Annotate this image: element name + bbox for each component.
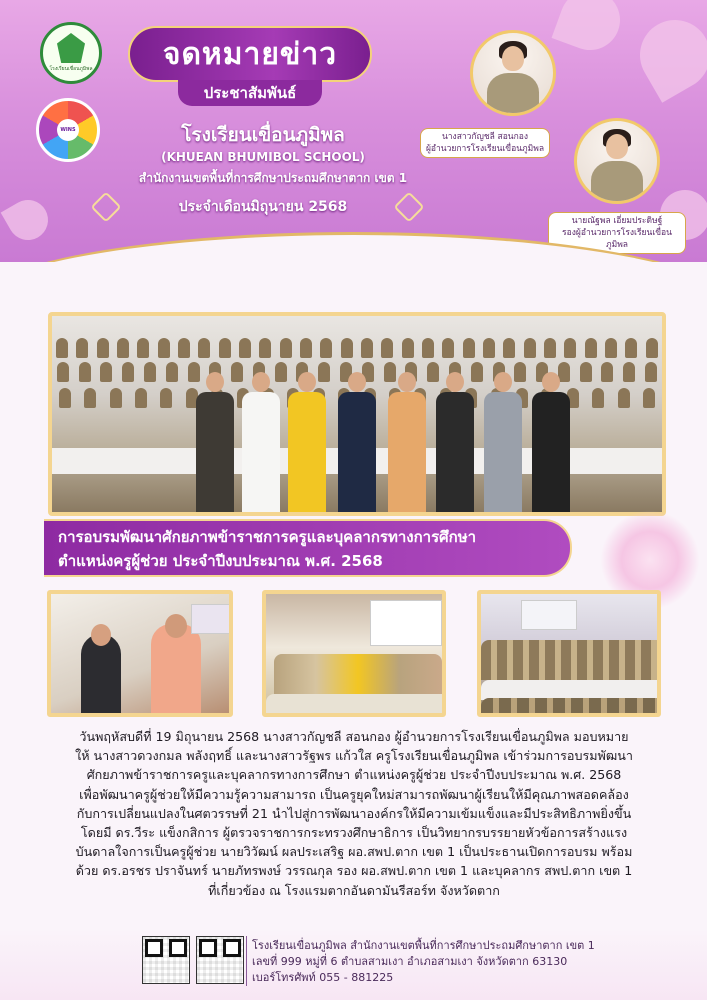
newsletter-subtitle: ประชาสัมพันธ์	[203, 84, 297, 102]
newsletter-subtitle-banner	[178, 80, 322, 106]
article-line: โดยมี ดร.วีระ แข็งกสิการ ผู้ตรวจราชการกระทรวงศึกษาธิการ เป็นวิทยากรบรรยายหัวข้อการสร้างแรง	[80, 825, 628, 841]
front-guest	[192, 372, 238, 512]
article-line: ด้วย ดร.อรชร ปราจันทร์ นายภัทรพงษ์ วรรณกุล รอง ผอ.สพป.ตาก เขต 1 และบุคลากร สพป.ตาก เขต 1	[75, 863, 633, 879]
director-portrait	[470, 30, 556, 116]
wheel-hub-label: WINS	[57, 119, 79, 141]
footer-address: เลขที่ 999 หมู่ที่ 6 ตำบลสามเงา อำเภอสามเงา จังหวัดตาก 63130	[252, 955, 568, 968]
deputy-director-portrait	[574, 118, 660, 204]
training-audience-photo	[477, 590, 661, 717]
director-name: นางสาวกัญชลี สอนกอง	[441, 132, 529, 142]
footer-divider	[246, 936, 247, 986]
newsletter-title: จดหมายข่าว	[162, 36, 338, 72]
article-body	[40, 727, 668, 923]
flower-petal-decoration	[1, 193, 56, 248]
headline-line-1: การอบรมพัฒนาศักยภาพข้าราชการครูและบุคลากรทางการศึกษา	[58, 528, 477, 546]
front-guest	[480, 372, 526, 512]
wins-wheel-icon	[36, 98, 100, 162]
flower-petal-decoration	[552, 0, 629, 58]
qr-code-icon[interactable]	[196, 936, 244, 984]
front-guest	[284, 372, 330, 512]
school-logo	[40, 22, 102, 84]
newsletter-header	[0, 0, 707, 262]
article-line: บันดาลใจการเป็นครูผู้ช่วย นายวิวัฒน์ ผลประเสริฐ ผอ.สพป.ตาก เขต 1 เป็นประธานเปิดการอบรม พร้อม	[75, 844, 633, 860]
logo-motto: โรงเรียนเขื่อนภูมิพล	[49, 66, 93, 72]
qr-code-icon[interactable]	[142, 936, 190, 984]
opening-ceremony-photo	[262, 590, 446, 717]
newsletter-title-banner	[128, 26, 372, 82]
school-name-english: (KHUEAN BHUMIBOL SCHOOL)	[161, 150, 365, 164]
front-guest	[334, 372, 380, 512]
footer-school-office: โรงเรียนเขื่อนภูมิพล สำนักงานเขตพื้นที่การศึกษาประถมศึกษาตาก เขต 1	[252, 939, 595, 952]
article-line: กับการเปลี่ยนแปลงในศตวรรษที่ 21 นำไปสู่การพัฒนาองค์กรให้มีความเข้มแข็งและมีประสิทธิภาพยิ่งขึ้น	[76, 805, 632, 821]
presentation-screen	[370, 600, 442, 646]
contact-info	[252, 938, 692, 986]
front-guest	[384, 372, 430, 512]
director-name-tag	[420, 128, 550, 158]
headline-line-2: ตำแหน่งครูผู้ช่วย ประจำปีงบประมาณ พ.ศ. 2568	[58, 552, 383, 570]
article-line: ที่เกี่ยวข้อง ณ โรงแรมตากอันดามันรีสอร์ท จังหวัดตาก	[208, 882, 500, 898]
school-name: โรงเรียนเขื่อนภูมิพล	[181, 124, 345, 146]
audience-row	[52, 338, 662, 358]
issue-month: ประจำเดือนมิถุนายน 2568	[178, 199, 348, 215]
article-line: วันพฤหัสบดีที่ 19 มิถุนายน 2568 นางสาวกัญชลี สอนกอง ผู้อำนวยการโรงเรียนเขื่อนภูมิพล มอบหมาย	[79, 729, 629, 744]
front-guest	[238, 372, 284, 512]
front-guest	[432, 372, 478, 512]
front-guest	[528, 372, 574, 512]
speaker-photo	[47, 590, 233, 717]
deputy-director-name: นายณัฐพล เอี่ยมประดิษฐ์	[571, 216, 663, 226]
article-line: ให้ นางสาวดวงกมล พลังฤทธิ์ และนางสาวรัฐพร แก้วใส ครูโรงเรียนเขื่อนภูมิพล เข้าร่วมการอบรมพัฒนา	[75, 748, 633, 764]
education-office: สำนักงานเขตพื้นที่การศึกษาประถมศึกษาตาก เขต 1	[138, 171, 408, 185]
school-emblem-icon	[57, 33, 85, 63]
director-position: ผู้อำนวยการโรงเรียนเขื่อนภูมิพล	[425, 144, 545, 154]
deputy-director-position: รองผู้อำนวยการโรงเรียนเขื่อนภูมิพล	[562, 228, 672, 250]
headline-bar	[44, 519, 572, 577]
main-group-photo	[48, 312, 666, 516]
flower-petal-decoration	[627, 7, 707, 103]
article-line: เพื่อพัฒนาครูผู้ช่วยให้มีความรู้ความสามารถ เป็นครูยุคใหม่สามารถพัฒนาผู้เรียนให้มีคุณภาพสอดคล้อง	[79, 786, 629, 802]
diamond-ornament-icon	[90, 191, 121, 222]
footer-phone: เบอร์โทรศัพท์ 055 - 881225	[252, 971, 394, 984]
article-line: ศักยภาพข้าราชการครูและบุคลากรทางการศึกษา ตำแหน่งครูผู้ช่วย ประจำปีงบประมาณ พ.ศ. 2568	[86, 767, 622, 783]
footer	[0, 928, 707, 1000]
